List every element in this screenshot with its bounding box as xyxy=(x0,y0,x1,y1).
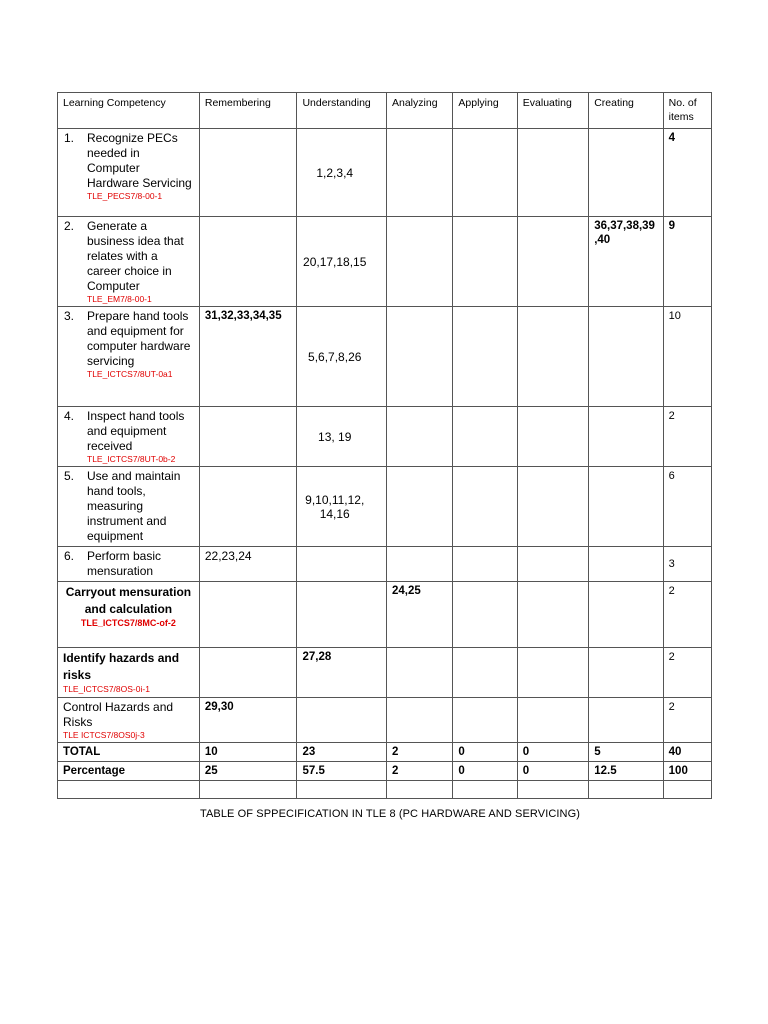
competency-cell xyxy=(58,582,200,648)
header-evaluating: Evaluating xyxy=(517,93,588,129)
competency-text: Control Hazards and Risks xyxy=(63,700,174,729)
applying-cell xyxy=(453,217,517,307)
understanding-cell: 1,2,3,4 xyxy=(297,129,387,217)
table-row xyxy=(58,547,712,582)
competency-code: TLE_ICTCS7/8OS-0i-1 xyxy=(63,684,150,694)
evaluating-cell xyxy=(517,698,588,743)
table-row xyxy=(58,307,712,407)
remembering-cell xyxy=(199,407,297,467)
competency-code: TLE_ICTCS7/8UT-0a1 xyxy=(87,369,173,379)
total-analyzing: 2 xyxy=(387,743,453,762)
header-understanding: Understanding xyxy=(297,93,387,129)
table-row xyxy=(58,407,712,467)
competency-number: 6. xyxy=(64,549,75,563)
competency-code: TLE_PECS7/8-00-1 xyxy=(87,191,163,201)
percentage-evaluating: 0 xyxy=(517,762,588,781)
analyzing-cell xyxy=(387,217,453,307)
empty-cell xyxy=(199,781,297,799)
competency-text: Perform basic mensuration xyxy=(87,549,162,578)
applying-cell xyxy=(453,129,517,217)
total-row xyxy=(58,743,712,762)
understanding-cell xyxy=(297,698,387,743)
total-remembering: 10 xyxy=(199,743,297,762)
items-cell: 4 xyxy=(663,129,711,217)
evaluating-cell xyxy=(517,407,588,467)
applying-cell xyxy=(453,582,517,648)
header-creating: Creating xyxy=(589,93,663,129)
analyzing-cell xyxy=(387,407,453,467)
creating-cell xyxy=(589,648,663,698)
analyzing-cell: 24,25 xyxy=(387,582,453,648)
applying-cell xyxy=(453,467,517,547)
remembering-cell xyxy=(199,129,297,217)
header-applying: Applying xyxy=(453,93,517,129)
remembering-cell xyxy=(199,648,297,698)
applying-cell xyxy=(453,547,517,582)
analyzing-cell xyxy=(387,129,453,217)
competency-text: Inspect hand tools and equipment received xyxy=(87,409,185,453)
percentage-analyzing: 2 xyxy=(387,762,453,781)
creating-cell xyxy=(589,307,663,407)
analyzing-cell xyxy=(387,648,453,698)
competency-text: Use and maintain hand tools, measuring instrument and equipment xyxy=(87,469,181,543)
competency-cell xyxy=(58,698,200,743)
competency-text: Recognize PECs needed in Computer Hardware Servicing xyxy=(87,131,192,190)
applying-cell xyxy=(453,407,517,467)
competency-text: Identify hazards and risks xyxy=(63,651,180,682)
evaluating-cell xyxy=(517,648,588,698)
understanding-cell: 13, 19 xyxy=(297,407,387,467)
percentage-label: Percentage xyxy=(58,762,200,781)
percentage-creating: 12.5 xyxy=(589,762,663,781)
competency-cell xyxy=(58,648,200,698)
creating-cell xyxy=(589,407,663,467)
items-cell: 9 xyxy=(663,217,711,307)
items-cell: 3 xyxy=(663,547,711,582)
empty-row xyxy=(58,781,712,799)
evaluating-cell xyxy=(517,467,588,547)
table-row xyxy=(58,582,712,648)
total-creating: 5 xyxy=(589,743,663,762)
header-learning-competency: Learning Competency xyxy=(58,93,200,129)
competency-cell xyxy=(58,547,200,582)
evaluating-cell xyxy=(517,217,588,307)
competency-number: 2. xyxy=(64,219,75,233)
table-row xyxy=(58,467,712,547)
remembering-cell xyxy=(199,467,297,547)
competency-code: TLE_ICTCS7/8UT-0b-2 xyxy=(87,454,176,464)
competency-text: Prepare hand tools and equipment for computer hardware servicing xyxy=(87,309,191,368)
applying-cell xyxy=(453,698,517,743)
competency-cell xyxy=(58,129,200,217)
applying-cell xyxy=(453,307,517,407)
percentage-row xyxy=(58,762,712,781)
total-applying: 0 xyxy=(453,743,517,762)
table-row xyxy=(58,217,712,307)
competency-code: TLE_EM7/8-00-1 xyxy=(87,294,152,304)
remembering-cell: 29,30 xyxy=(199,698,297,743)
competency-cell xyxy=(58,467,200,547)
header-no-of-items: No. of items xyxy=(663,93,711,129)
empty-cell xyxy=(297,781,387,799)
competency-number: 4. xyxy=(64,409,75,423)
evaluating-cell xyxy=(517,582,588,648)
empty-cell xyxy=(589,781,663,799)
competency-cell xyxy=(58,217,200,307)
percentage-items: 100 xyxy=(663,762,711,781)
competency-number: 1. xyxy=(64,131,75,145)
header-analyzing: Analyzing xyxy=(387,93,453,129)
items-cell: 2 xyxy=(663,648,711,698)
competency-number: 5. xyxy=(64,469,75,483)
header-remembering: Remembering xyxy=(199,93,297,129)
applying-cell xyxy=(453,648,517,698)
creating-cell xyxy=(589,582,663,648)
understanding-cell xyxy=(297,582,387,648)
total-understanding: 23 xyxy=(297,743,387,762)
items-cell: 6 xyxy=(663,467,711,547)
understanding-cell: 27,28 xyxy=(297,648,387,698)
evaluating-cell xyxy=(517,129,588,217)
specification-table xyxy=(57,92,712,799)
analyzing-cell xyxy=(387,307,453,407)
competency-cell xyxy=(58,407,200,467)
competency-code: TLE ICTCS7/8OS0j-3 xyxy=(63,730,145,740)
creating-cell: 36,37,38,39 ,40 xyxy=(589,217,663,307)
competency-cell xyxy=(58,307,200,407)
table-row xyxy=(58,698,712,743)
remembering-cell xyxy=(199,217,297,307)
analyzing-cell xyxy=(387,547,453,582)
competency-text: Carryout mensuration and calculation xyxy=(65,585,192,616)
competency-number: 3. xyxy=(64,309,75,323)
competency-code: TLE_ICTCS7/8MC-of-2 xyxy=(80,618,176,628)
evaluating-cell xyxy=(517,547,588,582)
table-row xyxy=(58,129,712,217)
understanding-cell xyxy=(297,547,387,582)
empty-cell xyxy=(387,781,453,799)
remembering-cell: 22,23,24 xyxy=(199,547,297,582)
understanding-cell: 20,17,18,15 xyxy=(297,217,387,307)
items-cell: 2 xyxy=(663,698,711,743)
items-cell: 2 xyxy=(663,407,711,467)
total-items: 40 xyxy=(663,743,711,762)
empty-cell xyxy=(58,781,200,799)
creating-cell xyxy=(589,467,663,547)
remembering-cell: 31,32,33,34,35 xyxy=(199,307,297,407)
empty-cell xyxy=(517,781,588,799)
analyzing-cell xyxy=(387,698,453,743)
total-evaluating: 0 xyxy=(517,743,588,762)
understanding-cell: 9,10,11,12, 14,16 xyxy=(297,467,387,547)
creating-cell xyxy=(589,547,663,582)
evaluating-cell xyxy=(517,307,588,407)
items-cell: 10 xyxy=(663,307,711,407)
competency-text: Generate a business idea that relates with a career choice in Computer xyxy=(87,219,184,293)
percentage-understanding: 57.5 xyxy=(297,762,387,781)
total-label: TOTAL xyxy=(58,743,200,762)
percentage-applying: 0 xyxy=(453,762,517,781)
items-cell: 2 xyxy=(663,582,711,648)
understanding-cell: 5,6,7,8,26 xyxy=(297,307,387,407)
table-row xyxy=(58,648,712,698)
percentage-remembering: 25 xyxy=(199,762,297,781)
table-caption: TABLE OF SPPECIFICATION IN TLE 8 (PC HARDWARE AND SERVICING) xyxy=(199,808,581,820)
analyzing-cell xyxy=(387,467,453,547)
header-row xyxy=(58,93,712,129)
creating-cell xyxy=(589,698,663,743)
remembering-cell xyxy=(199,582,297,648)
empty-cell xyxy=(453,781,517,799)
creating-cell xyxy=(589,129,663,217)
empty-cell xyxy=(663,781,711,799)
